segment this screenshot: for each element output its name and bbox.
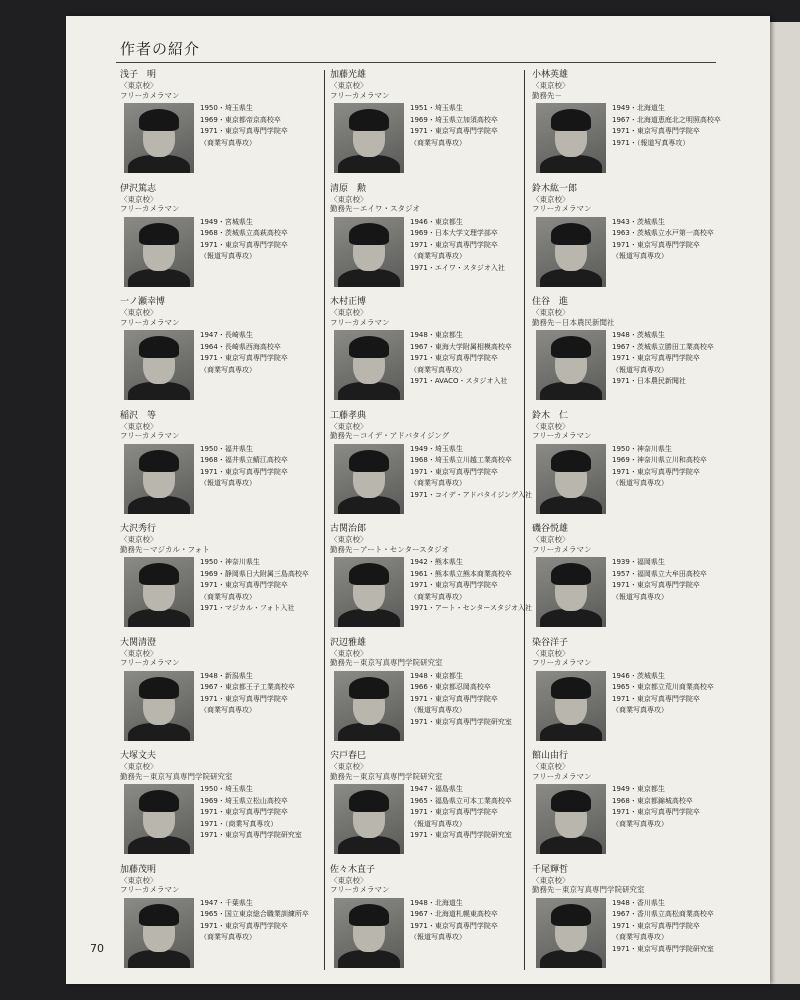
author-entry (330, 637, 530, 726)
author-school: 〈東京校〉 (532, 535, 570, 544)
author-name: 住谷 進 (532, 297, 569, 307)
author-bio-line: 1948・香川県生 (612, 898, 665, 907)
author-bio-line: 1971・東京写真専門学院卒 (612, 467, 700, 476)
author-school: 〈東京校〉 (330, 194, 368, 204)
author-role: 勤務先－東京写真専門学院研究室 (532, 885, 645, 894)
author-bio-line: 1942・熊本県生 (410, 558, 463, 566)
author-bio-line: 1971・東京写真専門学院卒 (200, 694, 288, 703)
author-name: 木村正博 (330, 297, 367, 307)
author-bio-line: 1971・東京写真専門学院卒 (410, 808, 498, 816)
author-bio-line: 1971・東京写真専門学院卒 (200, 354, 288, 362)
author-bio-line: 1949・東京都生 (612, 785, 665, 793)
author-bio-line: 1969・東京都帝京高校卒 (200, 115, 281, 124)
author-bio-line: 1971・東京写真専門学院卒 (200, 127, 288, 135)
author-name: 鈴木 仁 (532, 410, 569, 421)
author-entry (532, 751, 732, 828)
author-bio-line: 1949・北海道生 (612, 104, 665, 112)
author-bio-line: 1971・東京写真専門学院卒 (612, 240, 700, 249)
author-bio-line: 1971・東京写真専門学院卒 (200, 581, 288, 589)
author-name: 大沢秀行 (120, 524, 157, 534)
author-portrait (334, 671, 404, 741)
author-portrait (334, 784, 404, 854)
page-number: 70 (90, 942, 104, 955)
author-bio-line: （商業写真専攻） (200, 365, 256, 374)
author-bio-line: 1947・長崎県生 (200, 331, 253, 339)
author-name: 磯谷悦雄 (532, 524, 569, 534)
author-role: 勤務先－日本農民新聞社 (532, 317, 615, 327)
author-bio-line: 1971・（報道写真専攻） (612, 138, 690, 147)
author-bio-line: 1967・北海道恵庭北之明照高校卒 (612, 115, 721, 124)
author-bio-line: （商業写真専攻） (410, 479, 466, 487)
author-name: 伊沢篤志 (120, 183, 157, 194)
author-bio-line: 1971・アート・センタースタジオ入社 (410, 604, 532, 612)
author-bio-line: 1968・茨城県立高萩高校卒 (200, 229, 288, 237)
author-name: 加藤光雄 (330, 70, 367, 80)
author-bio-line: （商業写真専攻） (410, 138, 466, 147)
author-bio-line: 1967・茨城県立勝田工業高校卒 (612, 342, 714, 351)
author-bio-line: 1971・東京写真専門学院卒 (612, 694, 700, 703)
author-name: 稲沢 等 (120, 410, 157, 421)
author-bio-line: 1963・茨城県立水戸第一高校卒 (612, 229, 714, 237)
author-portrait (334, 898, 404, 968)
author-entry (330, 864, 530, 941)
author-bio-line: 1971・東京写真専門学院卒 (612, 354, 700, 362)
author-name: 鈴木紘一郎 (532, 183, 578, 194)
author-entry (120, 751, 320, 839)
author-entry (330, 70, 530, 147)
author-portrait (124, 898, 194, 968)
author-role: 勤務先－エイワ・スタジオ (330, 204, 420, 213)
author-school: 〈東京校〉 (330, 535, 368, 544)
author-bio-line: （報道写真専攻） (200, 479, 256, 487)
author-entry (532, 297, 732, 385)
author-school: 〈東京校〉 (120, 535, 158, 544)
author-bio-line: 1971・エイワ・スタジオ入社 (410, 263, 505, 272)
author-bio-line: 1971・東京写真専門学院卒 (200, 240, 288, 249)
author-school: 〈東京校〉 (330, 421, 368, 431)
author-bio-line: 1965・東京都立荒川商業高校卒 (612, 683, 714, 691)
author-bio-line: 1950・埼玉県生 (200, 104, 253, 112)
author-bio-line: 1948・新潟県生 (200, 671, 253, 680)
book-spine-edge (770, 22, 800, 984)
author-portrait (334, 444, 404, 514)
author-name: 小林英雄 (532, 70, 569, 80)
author-school: 〈東京校〉 (120, 81, 158, 90)
author-portrait (536, 330, 606, 400)
author-portrait (124, 103, 194, 173)
author-bio-line: 1969・静岡県日大附属三島高校卒 (200, 569, 309, 578)
author-bio-line: （商業写真専攻） (410, 252, 466, 260)
author-name: 佐々木直子 (330, 864, 376, 875)
author-bio-line: 1971・東京写真専門学院卒 (410, 354, 498, 362)
author-bio-line: 1971・東京写真専門学院卒 (410, 694, 498, 703)
author-portrait (124, 330, 194, 400)
title-rule (116, 62, 716, 63)
author-name: 古関治郎 (330, 524, 367, 534)
author-bio-line: 1971・東京写真専門学院卒 (612, 921, 700, 930)
author-portrait (124, 671, 194, 741)
author-role: 勤務先－マジカル・フォト (120, 544, 210, 554)
author-school: 〈東京校〉 (120, 421, 158, 431)
author-school: 〈東京校〉 (330, 762, 368, 771)
author-bio-line: 1948・東京都生 (410, 331, 463, 339)
author-role: フリーカメラマン (532, 431, 592, 440)
column-divider (324, 70, 325, 970)
author-role: フリーカメラマン (120, 885, 180, 894)
author-role: フリーカメラマン (532, 771, 592, 781)
author-role: フリーカメラマン (330, 885, 390, 894)
author-bio-line: 1971・東京写真専門学院研究室 (410, 831, 512, 839)
author-role: フリーカメラマン (120, 90, 180, 100)
author-bio-line: 1967・東海大学附属相模高校卒 (410, 342, 512, 351)
author-school: 〈東京校〉 (120, 648, 158, 658)
author-portrait (536, 557, 606, 627)
author-role: フリーカメラマン (120, 204, 180, 213)
author-bio-line: 1969・神奈川県立川和高校卒 (612, 456, 707, 464)
author-school: 〈東京校〉 (532, 875, 570, 885)
author-entry (532, 183, 732, 260)
author-bio-line: 1971・東京写真専門学院卒 (200, 467, 288, 476)
author-bio-line: （報道写真専攻） (410, 819, 466, 828)
author-entry (120, 297, 320, 374)
author-bio-line: 1950・埼玉県生 (200, 785, 253, 793)
author-name: 染谷洋子 (532, 637, 569, 648)
author-bio-line: 1971・東京写真専門学院卒 (200, 808, 288, 816)
author-school: 〈東京校〉 (120, 762, 158, 771)
author-bio-line: 1948・東京都生 (410, 671, 463, 680)
author-name: 加藤茂明 (120, 864, 157, 875)
author-bio-line: （商業写真専攻） (612, 933, 668, 941)
author-portrait (334, 217, 404, 287)
author-entry (120, 524, 320, 612)
author-role: フリーカメラマン (532, 204, 592, 213)
author-bio-line: 1948・茨城県生 (612, 331, 665, 339)
author-portrait (536, 444, 606, 514)
author-school: 〈東京校〉 (532, 648, 570, 658)
author-bio-line: 1946・茨城県生 (612, 671, 665, 680)
author-portrait (536, 784, 606, 854)
author-bio-line: 1971・AVACO・スタジオ入社 (410, 377, 508, 385)
author-entry (330, 183, 530, 272)
author-school: 〈東京校〉 (120, 308, 158, 317)
author-bio-line: （商業写真専攻） (200, 933, 256, 941)
author-role: フリーカメラマン (120, 317, 180, 327)
author-bio-line: （報道写真専攻） (612, 592, 668, 601)
author-bio-line: 1947・千葉県生 (200, 898, 253, 907)
author-bio-line: 1968・福井県立鯖江高校卒 (200, 456, 288, 464)
author-bio-line: 1969・埼玉県立松山高校卒 (200, 796, 288, 805)
author-bio-line: （商業写真専攻） (200, 138, 256, 147)
author-role: 勤務先－ (532, 90, 562, 100)
author-portrait (124, 557, 194, 627)
author-bio-line: 1971・東京写真専門学院卒 (410, 127, 498, 135)
author-portrait (536, 103, 606, 173)
author-bio-line: 1950・福井県生 (200, 444, 253, 453)
author-name: 宍戸春巳 (330, 751, 367, 761)
author-bio-line: 1968・埼玉県立川越工業高校卒 (410, 456, 512, 464)
author-name: 千尾輝哲 (532, 864, 569, 875)
author-entry (330, 751, 530, 839)
author-bio-line: 1964・長崎県西海高校卒 (200, 342, 281, 351)
author-school: 〈東京校〉 (532, 308, 570, 317)
author-entry (120, 864, 320, 941)
author-bio-line: 1967・北海道札幌東高校卒 (410, 910, 498, 918)
author-bio-line: 1971・東京写真専門学院卒 (612, 581, 700, 589)
author-bio-line: 1966・東京都忍岡高校卒 (410, 683, 491, 691)
author-bio-line: （商業写真専攻） (612, 706, 668, 714)
author-entry (532, 864, 732, 953)
author-entry (330, 524, 532, 612)
author-portrait (124, 784, 194, 854)
author-bio-line: 1969・日本大学文理学部卒 (410, 229, 498, 237)
author-portrait (334, 103, 404, 173)
author-bio-line: 1946・東京都生 (410, 217, 463, 226)
author-school: 〈東京校〉 (120, 875, 158, 885)
author-portrait (124, 444, 194, 514)
author-bio-line: （報道写真専攻） (612, 479, 668, 487)
author-portrait (334, 330, 404, 400)
author-name: 大塚文夫 (120, 751, 157, 761)
author-bio-line: 1965・福島県立可本工業高校卒 (410, 796, 512, 805)
author-school: 〈東京校〉 (330, 308, 368, 317)
author-bio-line: （商業写真専攻） (200, 706, 256, 714)
author-bio-line: （商業写真専攻） (410, 365, 466, 374)
author-bio-line: 1939・福岡県生 (612, 558, 665, 566)
author-bio-line: 1971・東京写真専門学院卒 (410, 240, 498, 249)
author-entry (330, 297, 530, 385)
author-bio-line: 1971・日本農民新聞社 (612, 377, 686, 385)
author-entry (532, 637, 732, 714)
author-bio-line: 1971・コイデ・アドバタイジング入社 (410, 490, 533, 499)
author-school: 〈東京校〉 (532, 194, 570, 204)
author-bio-line: （報道写真専攻） (200, 252, 256, 260)
author-portrait (536, 898, 606, 968)
author-bio-line: （報道写真専攻） (612, 365, 668, 374)
author-bio-line: 1950・神奈川県生 (200, 558, 260, 566)
author-entry (120, 410, 320, 487)
author-school: 〈東京校〉 (532, 421, 570, 431)
author-name: 工藤孝典 (330, 410, 367, 421)
author-bio-line: 1971・東京写真専門学院研究室 (200, 831, 302, 839)
author-bio-line: 1971・東京写真専門学院卒 (410, 581, 498, 589)
author-entry (532, 410, 732, 487)
author-portrait (334, 557, 404, 627)
author-school: 〈東京校〉 (532, 762, 570, 771)
author-bio-line: （報道写真専攻） (410, 706, 466, 714)
author-entry (120, 183, 320, 260)
author-bio-line: （商業写真専攻） (200, 592, 256, 601)
author-role: フリーカメラマン (532, 544, 592, 554)
author-bio-line: 1971・東京写真専門学院卒 (410, 467, 498, 476)
author-role: フリーカメラマン (532, 658, 592, 667)
author-bio-line: 1971・東京写真専門学院卒 (612, 808, 700, 816)
author-school: 〈東京校〉 (532, 81, 570, 90)
author-bio-line: 1947・福島県生 (410, 785, 463, 793)
author-bio-line: 1971・東京写真専門学院卒 (612, 127, 700, 135)
author-bio-line: （報道写真専攻） (612, 252, 668, 260)
author-bio-line: （報道写真専攻） (410, 933, 466, 941)
author-school: 〈東京校〉 (330, 648, 368, 658)
section-title: 作者の紹介 (120, 40, 201, 58)
author-name: 館山由行 (532, 751, 569, 761)
author-bio-line: 1971・東京写真専門学院卒 (200, 921, 288, 930)
author-bio-line: （商業写真専攻） (410, 592, 466, 601)
author-bio-line: 1971・東京写真専門学院研究室 (410, 717, 512, 726)
author-bio-line: 1949・宮城県生 (200, 217, 253, 226)
author-role: 勤務先－東京写真専門学院研究室 (330, 771, 443, 781)
author-bio-line: 1971・（商業写真専攻） (200, 819, 278, 828)
author-portrait (536, 217, 606, 287)
author-role: 勤務先－アート・センタースタジオ (330, 544, 450, 554)
author-role: 勤務先－東京写真専門学院研究室 (120, 771, 233, 781)
author-bio-line: 1961・熊本県立熊本商業高校卒 (410, 569, 512, 578)
author-name: 浅子 明 (120, 70, 157, 80)
author-bio-line: 1950・神奈川県生 (612, 444, 672, 453)
author-role: フリーカメラマン (120, 431, 180, 440)
author-role: 勤務先－コイデ・アドバタイジング (330, 431, 450, 440)
author-entry (330, 410, 533, 499)
author-bio-line: 1949・埼玉県生 (410, 444, 463, 453)
author-role: フリーカメラマン (120, 658, 180, 667)
book-page (66, 16, 770, 984)
author-role: フリーカメラマン (330, 317, 390, 327)
author-bio-line: 1971・東京写真専門学院研究室 (612, 944, 714, 953)
author-name: 大関清澄 (120, 637, 157, 648)
author-bio-line: 1971・東京写真専門学院卒 (410, 921, 498, 930)
author-bio-line: 1951・埼玉県生 (410, 104, 463, 112)
author-school: 〈東京校〉 (120, 194, 158, 204)
author-bio-line: 1957・福岡県立大牟田高校卒 (612, 569, 707, 578)
author-role: フリーカメラマン (330, 90, 390, 100)
author-bio-line: 1969・埼玉県立加須高校卒 (410, 115, 498, 124)
author-bio-line: 1971・マジカル・フォト入社 (200, 604, 295, 612)
author-bio-line: 1967・東京都王子工業高校卒 (200, 683, 295, 691)
author-name: 清原 勲 (330, 183, 367, 194)
author-portrait (536, 671, 606, 741)
author-entry (532, 70, 732, 147)
author-entry (120, 637, 320, 714)
author-school: 〈東京校〉 (330, 875, 368, 885)
author-school: 〈東京校〉 (330, 81, 368, 90)
author-name: 一ノ瀬幸博 (120, 297, 166, 307)
author-bio-line: 1967・香川県立高松商業高校卒 (612, 910, 714, 918)
author-bio-line: （商業写真専攻） (612, 819, 668, 828)
author-bio-line: 1965・国立東京総合職業訓練所卒 (200, 910, 309, 918)
author-name: 沢辺雅雄 (330, 637, 367, 648)
author-role: 勤務先－東京写真専門学院研究室 (330, 658, 443, 667)
author-bio-line: 1948・北海道生 (410, 898, 463, 907)
author-bio-line: 1943・茨城県生 (612, 217, 665, 226)
author-portrait (124, 217, 194, 287)
author-entry (532, 524, 732, 601)
author-bio-line: 1968・東京都錦城高校卒 (612, 796, 693, 805)
author-entry (120, 70, 320, 147)
